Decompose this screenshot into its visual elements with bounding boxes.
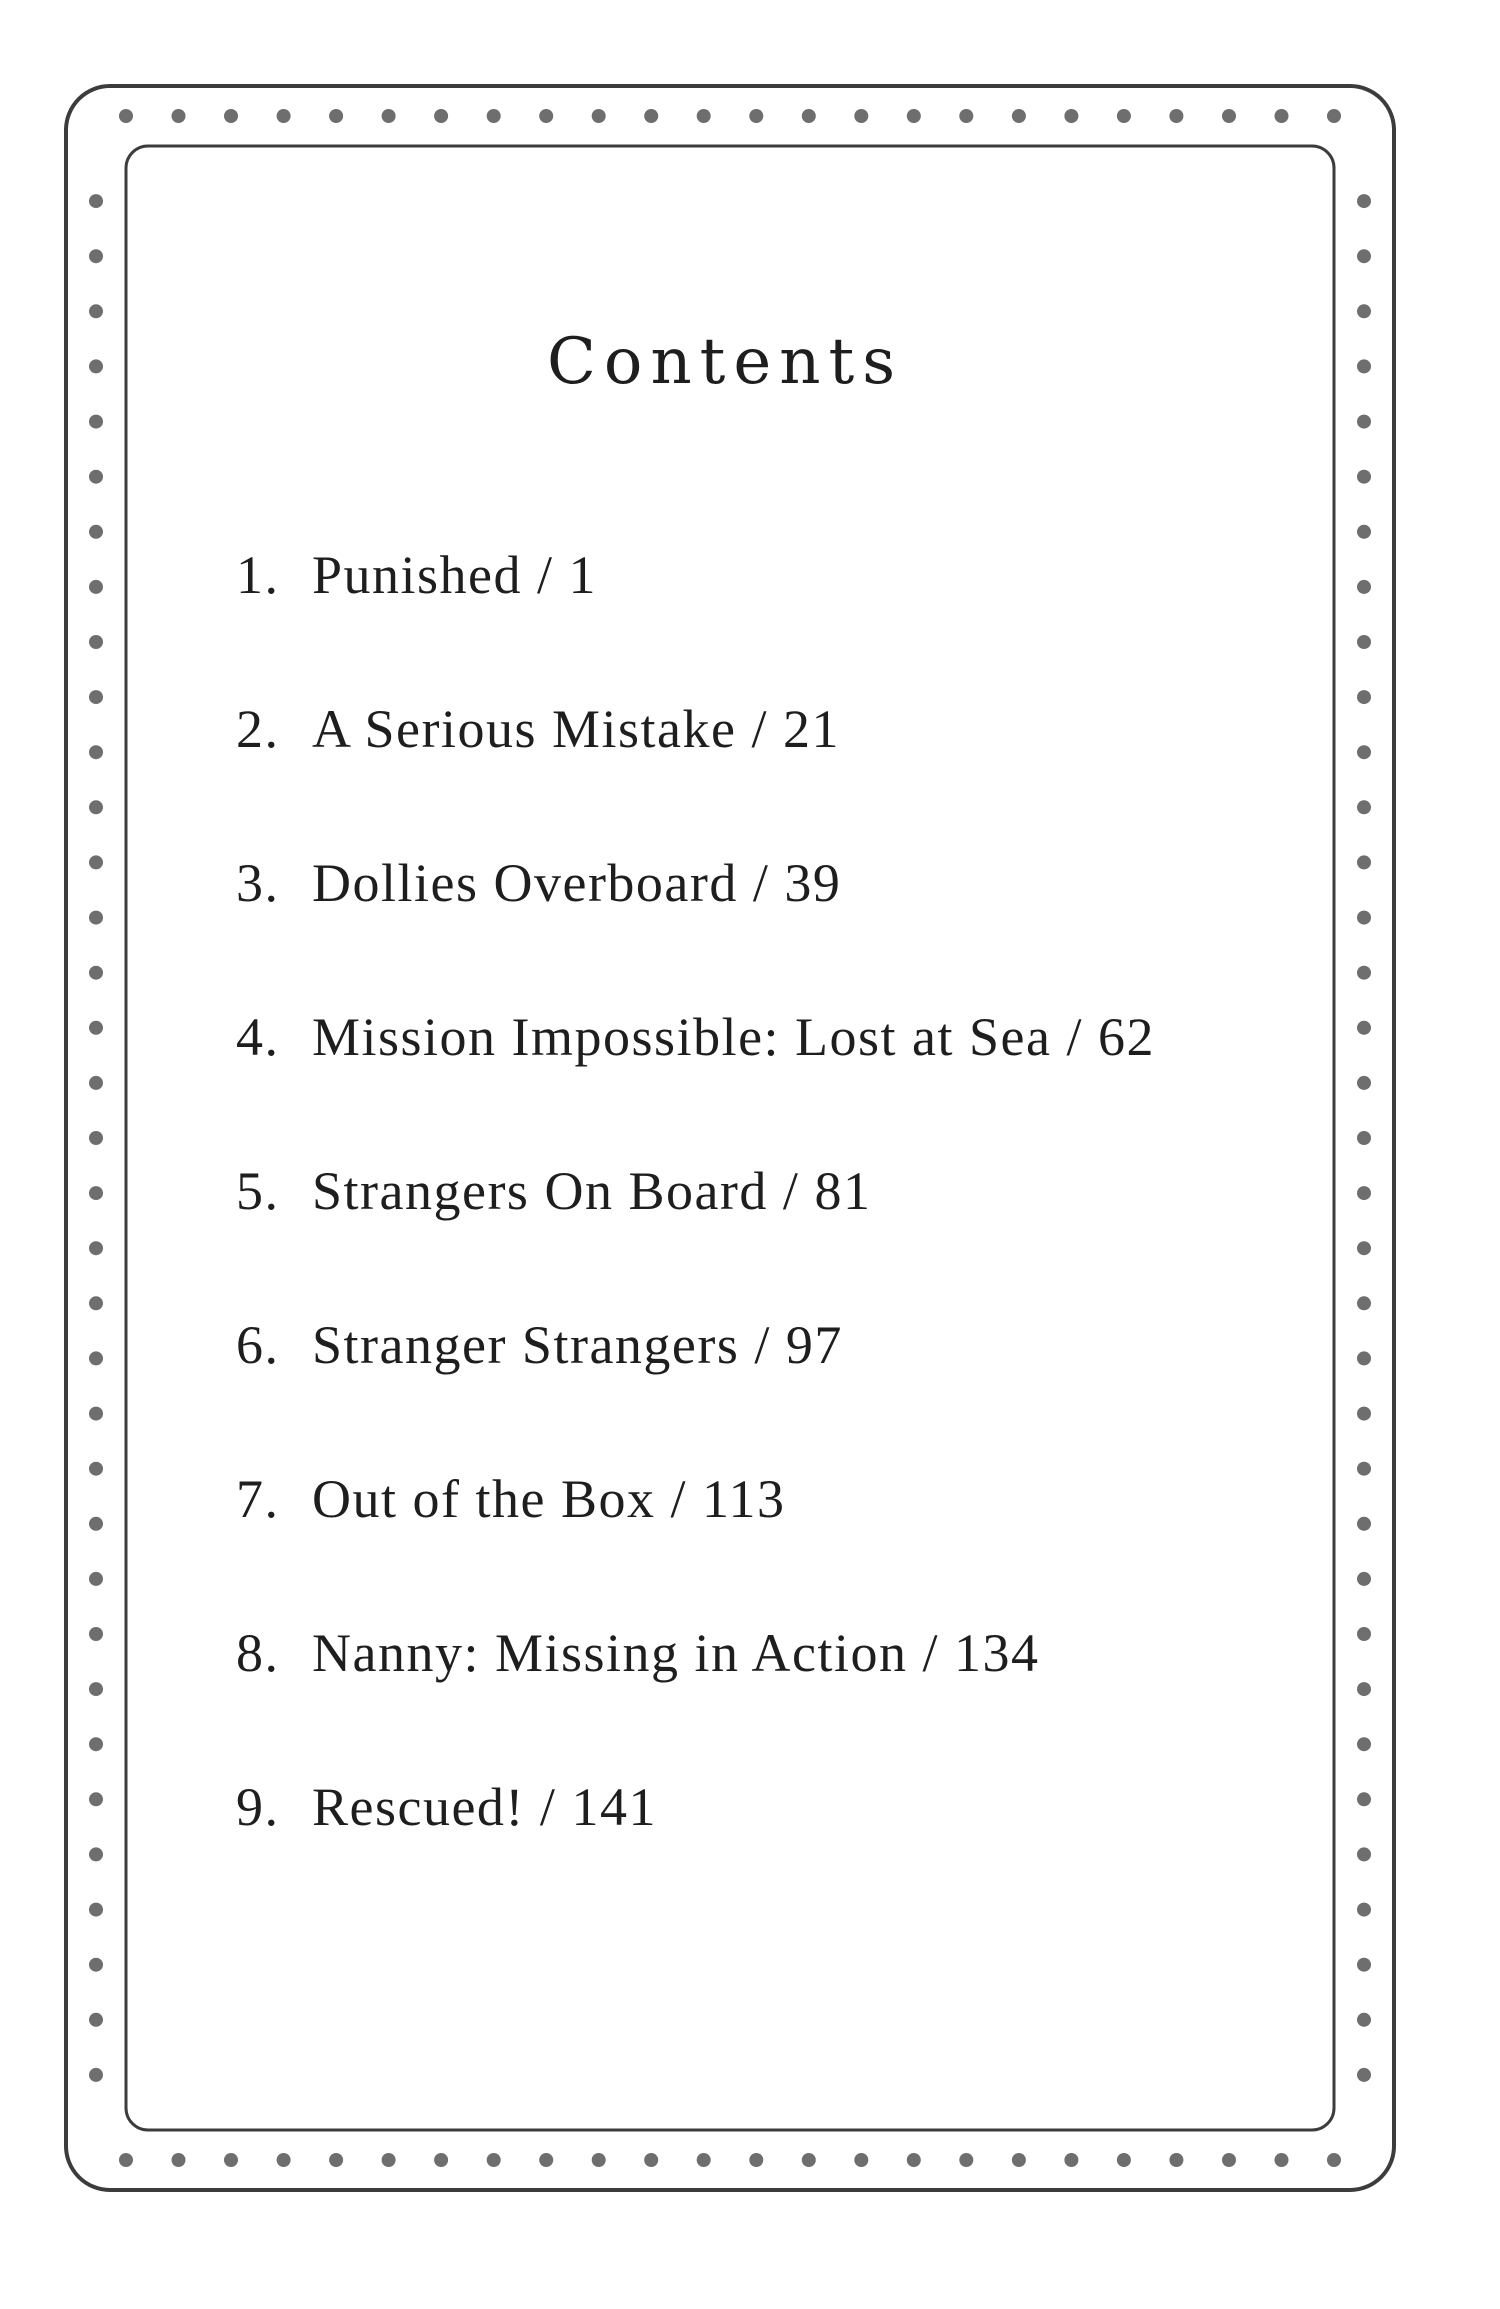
border-dot [89,690,103,704]
border-dot [592,109,606,123]
toc-entry-separator: / [752,853,770,913]
border-dot [89,415,103,429]
border-dot [1357,1572,1371,1586]
border-dot [1357,1627,1371,1641]
border-dot [119,2153,133,2167]
border-dot [1357,635,1371,649]
border-dot [224,109,238,123]
border-dot [89,745,103,759]
toc-entry-number: 4. [236,1007,280,1067]
border-dot [89,1407,103,1421]
border-dot [89,1517,103,1531]
border-dot [1357,745,1371,759]
border-dot [89,1186,103,1200]
toc-entry-page: 1 [568,545,598,605]
border-dot [1357,1021,1371,1035]
toc-entry[interactable] [236,1305,1336,1459]
toc-entry-page: 81 [814,1161,872,1221]
border-dot [1357,249,1371,263]
border-dot [1357,470,1371,484]
toc-entry-page: 97 [785,1315,843,1375]
toc-entry[interactable] [236,1613,1336,1767]
toc-entry[interactable] [236,843,1336,997]
border-dot [89,470,103,484]
border-dot [1064,109,1078,123]
border-dot [89,1792,103,1806]
border-dot [1012,2153,1026,2167]
border-dot [1357,1847,1371,1861]
toc-entry-separator: / [539,1777,557,1837]
toc-entry-number: 8. [236,1623,280,1683]
border-dot [119,109,133,123]
border-dot [1357,966,1371,980]
border-dot [697,109,711,123]
border-dot [89,1021,103,1035]
border-dot [1327,109,1341,123]
border-dot [907,2153,921,2167]
border-dot [959,109,973,123]
toc-list [236,535,1336,1921]
toc-entry-page: 141 [571,1777,657,1837]
border-dot [1357,1462,1371,1476]
border-dot [749,2153,763,2167]
border-dot [1357,1407,1371,1421]
border-dot [1357,1186,1371,1200]
toc-entry-page: 113 [702,1469,786,1529]
border-dot [1357,1296,1371,1310]
toc-entry-page: 39 [784,853,842,913]
border-dot [644,109,658,123]
border-dot [1169,2153,1183,2167]
border-dot [1357,525,1371,539]
border-dot [1064,2153,1078,2167]
toc-entry[interactable] [236,1767,1336,1921]
border-dot [1357,1241,1371,1255]
toc-entry-separator: / [537,545,554,605]
border-dot [1357,580,1371,594]
toc-entry-number: 7. [236,1469,280,1529]
border-dot [1357,911,1371,925]
border-dot [1327,2153,1341,2167]
border-dot [89,966,103,980]
toc-entry-title: A Serious Mistake [312,699,737,759]
toc-entry-number: 6. [236,1315,280,1375]
border-dot [89,1351,103,1365]
border-dot [89,1572,103,1586]
border-dot [592,2153,606,2167]
border-dot [802,109,816,123]
border-dot [89,1903,103,1917]
border-dot [1117,109,1131,123]
toc-entry-separator: / [782,1161,800,1221]
border-dot [89,249,103,263]
border-dot [329,109,343,123]
border-dot [1357,2068,1371,2082]
border-dot [89,1076,103,1090]
border-dot [329,2153,343,2167]
border-dot [1222,109,1236,123]
toc-entry-title: Out of the Box [312,1469,656,1529]
border-dot [89,580,103,594]
border-dot [89,2068,103,2082]
border-dot [1357,1737,1371,1751]
border-dot [89,911,103,925]
border-dot [1357,194,1371,208]
border-dot [172,2153,186,2167]
border-dot [1357,690,1371,704]
border-dot [1357,1792,1371,1806]
toc-entry-page: 134 [954,1623,1040,1683]
border-dot [539,109,553,123]
border-dot [1357,415,1371,429]
border-dot [1357,1517,1371,1531]
toc-entry-title: Stranger Strangers [312,1315,740,1375]
border-dot [277,109,291,123]
toc-entry-number: 2. [236,699,280,759]
toc-entry-separator: / [751,699,769,759]
toc-entry-number: 5. [236,1161,280,1221]
border-dot [89,1737,103,1751]
border-dot [749,109,763,123]
border-dot [89,635,103,649]
border-dot [434,109,448,123]
toc-entry-page: 62 [1098,1007,1155,1067]
border-dot [1357,1903,1371,1917]
border-dot [89,304,103,318]
border-dot [89,1462,103,1476]
toc-entry-number: 9. [236,1777,280,1837]
border-dot [89,1958,103,1972]
border-dot [1357,1076,1371,1090]
border-dot [1357,800,1371,814]
border-dot [89,855,103,869]
border-dot [434,2153,448,2167]
border-dot [89,1627,103,1641]
border-dot [89,1847,103,1861]
toc-entry-number: 1. [236,545,280,605]
toc-entry-title: Nanny: Missing in Action [312,1623,908,1683]
toc-entry-title: Mission Impossible: Lost at Sea [312,1007,1052,1067]
border-dot [224,2153,238,2167]
border-dot [89,194,103,208]
toc-entry-number: 3. [236,853,280,913]
border-dot [644,2153,658,2167]
toc-entry[interactable] [236,535,1336,689]
border-dot [1357,855,1371,869]
border-dot [277,2153,291,2167]
border-dot [172,109,186,123]
border-dot [89,525,103,539]
border-dot [382,2153,396,2167]
border-dot [89,1131,103,1145]
border-dot [89,1241,103,1255]
toc-entry-separator: / [670,1469,687,1529]
toc-entry-separator: / [754,1315,771,1375]
border-dot [1357,1682,1371,1696]
border-dot [1275,109,1289,123]
border-dot [1275,2153,1289,2167]
toc-entry-page: 21 [783,699,841,759]
border-dot [89,1296,103,1310]
border-dot [802,2153,816,2167]
toc-entry[interactable] [236,1151,1336,1305]
border-dot [1357,304,1371,318]
border-dot [1012,109,1026,123]
toc-entry-separator: / [922,1623,940,1683]
border-dot [1357,1351,1371,1365]
border-dot [382,109,396,123]
border-dot [1222,2153,1236,2167]
border-dot [1169,109,1183,123]
toc-entry-title: Dollies Overboard [312,853,738,913]
toc-entry[interactable] [236,1459,1336,1613]
toc-entry-title: Rescued! [312,1777,525,1837]
border-dot [89,1682,103,1696]
border-dot [1117,2153,1131,2167]
toc-entry-title: Punished [312,545,523,605]
toc-entry[interactable] [236,689,1336,843]
border-dot [1357,2013,1371,2027]
border-dot [487,2153,501,2167]
border-dot [854,109,868,123]
page-title: Contents [546,325,904,399]
border-dot [89,800,103,814]
border-dot [1357,1131,1371,1145]
toc-entry-title: Strangers On Board [312,1161,768,1221]
border-dot [487,109,501,123]
border-dot [907,109,921,123]
border-dot [697,2153,711,2167]
border-dot [854,2153,868,2167]
toc-entry-separator: / [1066,1007,1083,1067]
border-dot [539,2153,553,2167]
border-dot [959,2153,973,2167]
border-dot [89,2013,103,2027]
border-dot [1357,1958,1371,1972]
toc-entry[interactable] [236,997,1336,1151]
